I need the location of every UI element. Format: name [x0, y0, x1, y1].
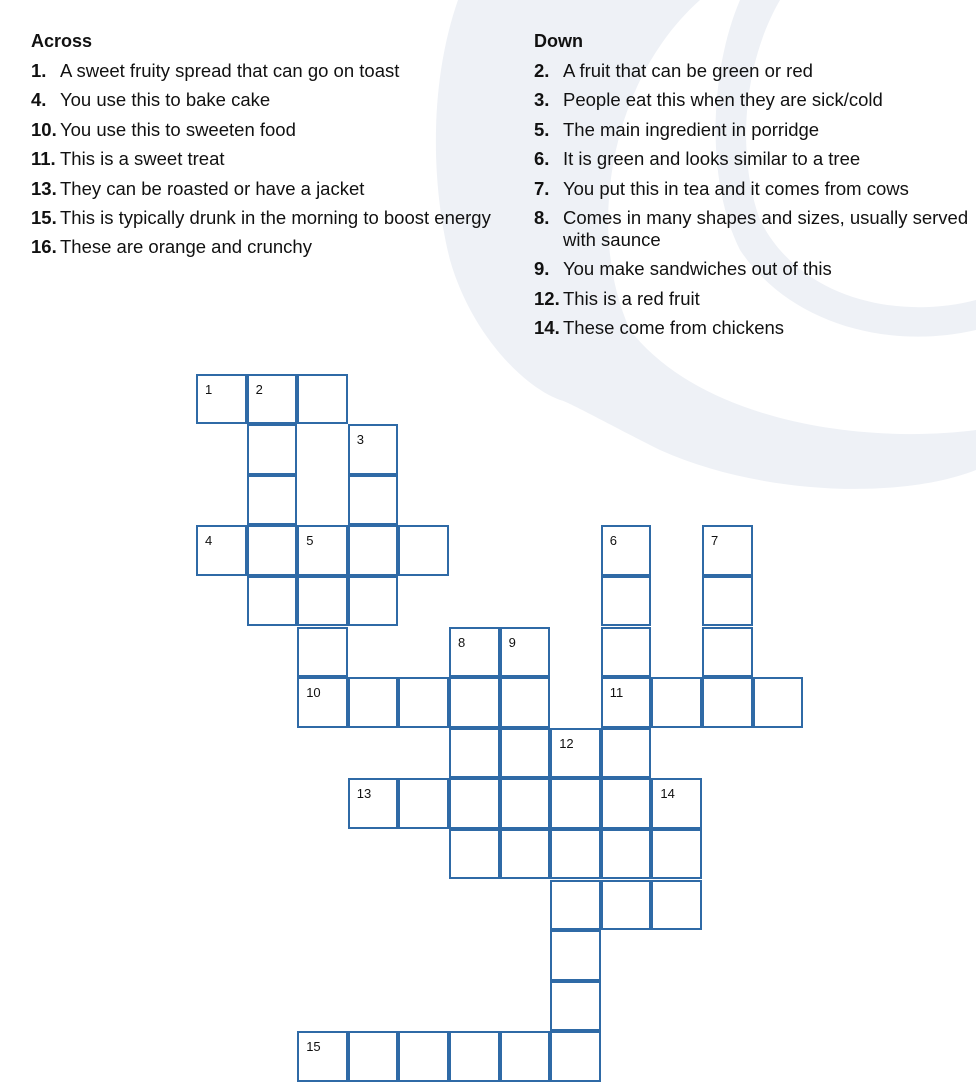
crossword-cell[interactable] [702, 627, 753, 678]
crossword-cell[interactable] [297, 374, 348, 425]
crossword-cell[interactable] [398, 677, 449, 728]
clue-number: 1. [31, 60, 47, 81]
cell-number: 5 [306, 533, 314, 549]
crossword-cell[interactable] [449, 829, 500, 880]
clue-text: This is a red fruit [563, 287, 700, 309]
down-heading: Down [534, 31, 583, 51]
crossword-cell[interactable] [449, 778, 500, 829]
crossword-cell[interactable] [550, 1031, 601, 1082]
clue-text: You put this in tea and it comes from cows [563, 177, 909, 199]
cell-number: 15 [306, 1039, 321, 1055]
crossword-cell[interactable] [550, 778, 601, 829]
cell-number: 7 [711, 533, 719, 549]
crossword-cell[interactable] [651, 677, 702, 728]
crossword-cell[interactable] [550, 930, 601, 981]
crossword-cell[interactable] [348, 677, 399, 728]
cell-number: 11 [609, 685, 624, 701]
clue-text: They can be roasted or have a jacket [60, 177, 365, 199]
clue-number: 15. [31, 206, 57, 228]
crossword-cell[interactable] [601, 829, 652, 880]
crossword-cell[interactable] [550, 728, 601, 779]
crossword-cell[interactable] [702, 525, 753, 576]
cell-number: 14 [660, 786, 675, 802]
clue-text: Comes in many shapes and sizes, usually served with saunce [563, 206, 969, 250]
crossword-cell[interactable] [601, 778, 652, 829]
clue-text: These come from chickens [563, 317, 785, 339]
crossword-cell[interactable] [500, 1031, 551, 1082]
clue-number: 9. [534, 258, 550, 280]
crossword-cell[interactable] [500, 829, 551, 880]
clue-number: 3. [534, 89, 550, 111]
clue-text: A sweet fruity spread that can go on toast [60, 60, 400, 81]
clue-text: It is green and looks similar to a tree [563, 148, 861, 170]
crossword-cell[interactable] [297, 1031, 348, 1082]
crossword-cell[interactable] [702, 677, 753, 728]
crossword-cell[interactable] [398, 1031, 449, 1082]
crossword-cell[interactable] [651, 880, 702, 931]
clue-text: You use this to bake cake [60, 89, 271, 111]
crossword-cell[interactable] [348, 424, 399, 475]
clue-number: 2. [534, 60, 550, 81]
cell-number: 12 [559, 735, 574, 751]
crossword-cell[interactable] [550, 829, 601, 880]
crossword-cell[interactable] [702, 576, 753, 627]
cell-number: 6 [609, 533, 618, 549]
crossword-cell[interactable] [449, 677, 500, 728]
crossword-cell[interactable] [247, 525, 298, 576]
clue-text: You make sandwiches out of this [563, 258, 832, 280]
crossword-cell[interactable] [449, 1031, 500, 1082]
crossword-cell[interactable] [449, 728, 500, 779]
cell-number: 1 [205, 381, 213, 397]
clue-number: 5. [534, 118, 550, 140]
crossword-cell[interactable] [601, 728, 652, 779]
crossword-cell[interactable] [500, 627, 551, 678]
crossword-cell[interactable] [500, 677, 551, 728]
clue-text: The main ingredient in porridge [563, 118, 820, 140]
across-heading: Across [31, 31, 93, 51]
crossword-cell[interactable] [297, 627, 348, 678]
crossword-cell[interactable] [247, 576, 298, 627]
crossword-cell[interactable] [348, 778, 399, 829]
crossword-cell[interactable] [601, 677, 652, 728]
clue-text: People eat this when they are sick/cold [563, 89, 883, 111]
clue-text: These are orange and crunchy [60, 236, 312, 258]
crossword-cell[interactable] [247, 374, 298, 425]
clue-number: 16. [31, 236, 57, 258]
crossword-cell[interactable] [247, 475, 298, 526]
clue-text: You use this to sweeten food [60, 118, 296, 140]
clue-number: 10. [31, 118, 57, 140]
clue-number: 4. [31, 89, 47, 111]
clue-number: 12. [534, 287, 560, 309]
clue-number: 6. [534, 148, 550, 170]
clue-number: 8. [534, 206, 550, 228]
clue-number: 7. [534, 177, 550, 199]
crossword-cell[interactable] [550, 981, 601, 1032]
crossword-cell[interactable] [297, 576, 348, 627]
crossword-cell[interactable] [297, 525, 348, 576]
crossword-cell[interactable] [601, 576, 652, 627]
crossword-cell[interactable] [449, 627, 500, 678]
cell-number: 9 [508, 634, 516, 650]
crossword-cell[interactable] [753, 677, 804, 728]
crossword-cell[interactable] [348, 475, 399, 526]
crossword-cell[interactable] [196, 525, 247, 576]
crossword-cell[interactable] [651, 778, 702, 829]
crossword-cell[interactable] [196, 374, 247, 425]
crossword-cell[interactable] [348, 525, 399, 576]
clue-number: 13. [31, 177, 57, 199]
clue-text: This is a sweet treat [60, 148, 225, 170]
clue-text: A fruit that can be green or red [563, 60, 813, 81]
crossword-cell[interactable] [398, 525, 449, 576]
cell-number: 13 [356, 786, 372, 802]
cell-number: 8 [458, 634, 466, 650]
cell-number: 3 [356, 432, 365, 448]
cell-number: 4 [205, 533, 213, 549]
crossword-cell[interactable] [500, 728, 551, 779]
crossword-cell[interactable] [348, 576, 399, 627]
crossword-cell[interactable] [550, 880, 601, 931]
crossword-cell[interactable] [247, 424, 298, 475]
crossword-cell[interactable] [601, 880, 652, 931]
clue-text: This is typically drunk in the morning to boost energy [60, 206, 491, 228]
clue-number: 14. [534, 317, 560, 339]
crossword-cell[interactable] [500, 778, 551, 829]
crossword-cell[interactable] [601, 627, 652, 678]
cell-number: 2 [255, 381, 263, 397]
crossword-cell[interactable] [348, 1031, 399, 1082]
clue-number: 11. [31, 148, 56, 170]
crossword-cell[interactable] [601, 525, 652, 576]
crossword-cell[interactable] [297, 677, 348, 728]
cell-number: 10 [306, 685, 321, 701]
crossword-cell[interactable] [398, 778, 449, 829]
crossword-cell[interactable] [651, 829, 702, 880]
